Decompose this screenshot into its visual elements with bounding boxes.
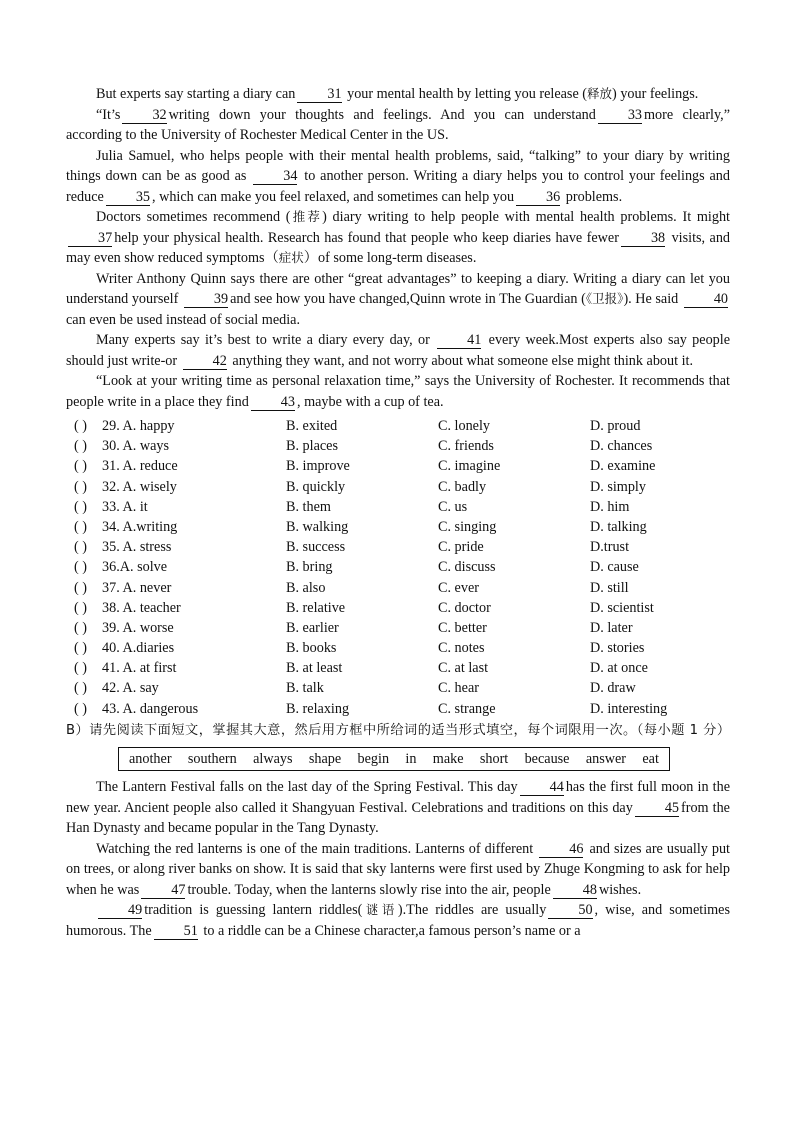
word-choice: another: [129, 751, 172, 768]
option-b: B. improve: [286, 458, 350, 475]
answer-bracket[interactable]: ( ): [74, 478, 87, 495]
option-d: D. interesting: [590, 700, 668, 717]
option-a: 43. A. dangerous: [102, 700, 199, 717]
option-c: C. discuss: [438, 559, 496, 576]
chinese-gloss: 谜语: [362, 902, 398, 918]
option-b: B. relaxing: [286, 700, 350, 717]
option-d: D. cause: [590, 559, 639, 576]
blank-44: 44: [520, 779, 564, 796]
word-choice: in: [405, 751, 417, 768]
option-d: D. still: [590, 579, 629, 596]
answer-bracket[interactable]: ( ): [74, 599, 87, 616]
blank-31: 31: [297, 86, 341, 103]
option-b: B. places: [286, 438, 339, 455]
answer-bracket[interactable]: ( ): [74, 539, 87, 556]
option-a: 38. A. teacher: [102, 599, 181, 616]
option-c: C. imagine: [438, 458, 501, 475]
option-row: [66, 638, 730, 658]
option-d: D. stories: [590, 640, 645, 657]
option-b: B. walking: [286, 518, 349, 535]
answer-bracket[interactable]: ( ): [74, 438, 87, 455]
exam-page: [66, 84, 730, 941]
option-b: B. also: [286, 579, 326, 596]
option-row: [66, 537, 730, 557]
option-row: [66, 678, 730, 698]
word-choice: shape: [308, 751, 342, 768]
blank-38: 38: [621, 230, 665, 247]
text-run: help your physical health. Research has found that people who keep diaries have fewer: [114, 229, 619, 246]
text-run: ).The riddles are usually: [397, 902, 547, 919]
option-c: C. us: [438, 498, 468, 515]
option-a: 33. A. it: [102, 498, 148, 515]
options-table: [66, 416, 730, 719]
word-choice: eat: [642, 751, 659, 768]
option-b: B. books: [286, 640, 337, 657]
option-d: D. scientist: [590, 599, 654, 616]
blank-48: 48: [553, 882, 597, 899]
paragraph: [66, 105, 730, 146]
option-d: D. at once: [590, 660, 648, 677]
answer-bracket[interactable]: ( ): [74, 680, 87, 697]
word-box: [118, 747, 670, 771]
option-row: [66, 618, 730, 638]
chinese-gloss: 症状: [278, 250, 304, 265]
text-run: Many experts say it’s best to write a diary every day, or: [96, 332, 436, 348]
word-choice: always: [253, 751, 293, 768]
option-a: 31. A. reduce: [102, 458, 178, 475]
option-b: B. at least: [286, 660, 343, 677]
option-a: 37. A. never: [102, 579, 172, 596]
text-run: problems.: [562, 188, 623, 205]
text-run: But experts say starting a diary can: [96, 86, 296, 102]
blank-39: 39: [184, 291, 228, 308]
passage-b: [66, 777, 730, 941]
text-run: to a riddle can be a Chinese character,a famous person’s name or a: [199, 922, 581, 939]
option-a: 29. A. happy: [102, 418, 175, 434]
text-run: “It’s: [96, 106, 121, 123]
paragraph: [66, 207, 730, 269]
option-d: D. later: [590, 619, 633, 636]
text-run: ）of some long-term diseases.: [303, 250, 477, 266]
word-choice: short: [479, 751, 509, 768]
option-d: D. him: [590, 498, 630, 515]
option-row: [66, 436, 730, 456]
text-run: writing down your thoughts and feelings. And you can understand: [168, 106, 596, 123]
option-d: D.trust: [590, 539, 630, 556]
option-b: B. talk: [286, 680, 324, 697]
word-choice: make: [432, 751, 464, 768]
paragraph: [66, 269, 730, 331]
option-c: C. hear: [438, 680, 479, 697]
answer-bracket[interactable]: ( ): [74, 559, 87, 576]
paragraph: [66, 330, 730, 371]
text-run: to another person. Writing a diary helps you to control your feelings and reduce: [66, 168, 730, 205]
text-run: Doctors sometimes recommend (: [96, 209, 291, 225]
option-c: C. friends: [438, 438, 494, 455]
blank-43: 43: [251, 394, 295, 411]
blank-45: 45: [635, 800, 679, 817]
text-run: can even be used instead of social media.: [66, 311, 301, 328]
option-b: B. success: [286, 539, 346, 556]
blank-36: 36: [516, 189, 560, 206]
option-row: [66, 578, 730, 598]
blank-42: 42: [183, 353, 227, 370]
blank-37: 37: [68, 230, 112, 247]
option-row: [66, 497, 730, 517]
blank-46: 46: [539, 841, 583, 858]
text-run: , wise, and sometimes humorous. The: [66, 902, 730, 939]
answer-bracket[interactable]: ( ): [74, 640, 87, 657]
text-run: from the Han Dynasty and became popular in the Tang Dynasty.: [66, 799, 730, 837]
option-d: D. draw: [590, 680, 636, 697]
paragraph: [66, 777, 730, 839]
text-run: has the first full moon in the new year. Ancient people also called it Shangyuan Festival. Celebrations and traditions on this day: [66, 779, 730, 816]
chinese-gloss: 《卫报》: [585, 291, 624, 306]
answer-bracket[interactable]: ( ): [74, 700, 87, 717]
answer-bracket[interactable]: ( ): [74, 518, 87, 535]
text-run: “Look at your writing time as personal relaxation time,” says the University of Rochester. It recommends that people write in a place they find: [66, 373, 730, 410]
text-run: visits, and may even show reduced symptoms（: [66, 229, 731, 266]
answer-bracket[interactable]: ( ): [74, 619, 87, 636]
chinese-gloss: 推荐: [290, 209, 323, 224]
blank-33: 33: [598, 107, 642, 124]
option-a: 39. A. worse: [102, 619, 174, 636]
text-run: anything they want, and not worry about what someone else might think about it.: [228, 352, 694, 369]
text-run: Watching the red lanterns is one of the main traditions. Lanterns of different: [96, 840, 538, 857]
option-c: C. doctor: [438, 599, 491, 616]
option-c: C. pride: [438, 539, 484, 556]
option-a: 34. A.writing: [102, 518, 178, 535]
text-run: Writer Anthony Quinn says there are other “great advantages” to keeping a diary. Writing a diary can let you understand yourself: [66, 270, 730, 307]
blank-41: 41: [437, 332, 481, 349]
option-row: [66, 557, 730, 577]
text-run: The Lantern Festival falls on the last day of the Spring Festival. This day: [96, 779, 518, 796]
text-run: wishes.: [598, 881, 642, 898]
option-b: B. exited: [286, 418, 338, 434]
answer-bracket[interactable]: ( ): [74, 579, 87, 596]
option-a: 36.A. solve: [102, 559, 168, 576]
option-row: [66, 517, 730, 537]
option-a: 41. A. at first: [102, 660, 177, 677]
answer-bracket[interactable]: ( ): [74, 418, 87, 434]
word-choice: answer: [585, 751, 627, 768]
option-row: [66, 456, 730, 476]
option-c: C. notes: [438, 640, 485, 657]
word-choice: begin: [357, 751, 390, 768]
blank-35: 35: [106, 189, 150, 206]
text-run: , maybe with a cup of tea.: [296, 393, 444, 410]
option-c: C. ever: [438, 579, 479, 596]
text-run: , which can make you feel relaxed, and sometimes can help you: [152, 188, 515, 205]
option-row: [66, 477, 730, 497]
text-run: your mental health by letting you release (: [343, 86, 588, 102]
option-b: B. relative: [286, 599, 346, 616]
word-choice: southern: [187, 751, 237, 768]
text-run: ). He said: [623, 291, 682, 307]
option-c: C. at last: [438, 660, 489, 677]
blank-51: 51: [154, 923, 198, 940]
blank-40: 40: [684, 291, 728, 308]
paragraph: [66, 900, 730, 941]
option-c: C. badly: [438, 478, 487, 495]
answer-bracket[interactable]: ( ): [74, 660, 87, 677]
option-c: C. lonely: [438, 418, 491, 434]
section-b-instruction: B）请先阅读下面短文，掌握其大意，然后用方框中所给词的适当形式填空，每个词限用一次。（每小题 1 分）: [66, 722, 731, 738]
paragraph: [66, 84, 730, 105]
text-run: Julia Samuel, who helps people with their mental health problems, said, “talking” to your diary by writing things down can be as good as: [66, 147, 730, 184]
text-run: every week.Most experts also say people should just write-or: [66, 332, 731, 369]
option-a: 40. A.diaries: [102, 640, 175, 657]
text-run: trouble. Today, when the lanterns slowly rise into the air, people: [187, 881, 551, 898]
answer-bracket[interactable]: ( ): [74, 458, 87, 475]
option-b: B. them: [286, 498, 331, 515]
option-d: D. chances: [590, 438, 653, 455]
paragraph: [66, 371, 730, 412]
paragraph: [66, 146, 730, 208]
blank-50: 50: [548, 902, 592, 919]
option-a: 35. A. stress: [102, 539, 172, 556]
option-row: [66, 699, 730, 719]
option-d: D. talking: [590, 518, 647, 535]
option-d: D. proud: [590, 418, 641, 434]
blank-32: 32: [122, 107, 166, 124]
option-row: [66, 416, 730, 436]
option-b: B. quickly: [286, 478, 346, 495]
text-run: more clearly,” according to the University of Rochester Medical Center in the US.: [66, 106, 730, 143]
blank-47: 47: [141, 882, 185, 899]
option-a: 32. A. wisely: [102, 478, 177, 495]
option-c: C. better: [438, 619, 487, 636]
option-b: B. bring: [286, 559, 333, 576]
option-d: D. examine: [590, 458, 656, 475]
option-d: D. simply: [590, 478, 646, 495]
chinese-gloss: 释放: [587, 86, 613, 101]
text-run: ) diary writing to help people with mental health problems. It might: [322, 209, 730, 225]
text-run: tradition is guessing lantern riddles(: [144, 902, 363, 919]
text-run: and see how you have changed,Quinn wrote in The Guardian (: [230, 291, 586, 307]
option-c: C. singing: [438, 518, 497, 535]
option-row: [66, 598, 730, 618]
option-a: 42. A. say: [102, 680, 159, 697]
option-c: C. strange: [438, 700, 496, 717]
passage-a: [66, 84, 730, 412]
text-run: and sizes are usually put on trees, or along river banks on show. It is said that sky lanterns were first used by Zhuge Kongming to ask for help when he was: [66, 840, 730, 898]
word-choice: because: [524, 751, 570, 768]
answer-bracket[interactable]: ( ): [74, 498, 87, 515]
option-b: B. earlier: [286, 619, 339, 636]
option-a: 30. A. ways: [102, 438, 169, 455]
blank-49: 49: [98, 902, 142, 919]
option-row: [66, 658, 730, 678]
text-run: ) your feelings.: [612, 86, 699, 102]
paragraph: [66, 839, 730, 901]
blank-34: 34: [253, 168, 297, 185]
